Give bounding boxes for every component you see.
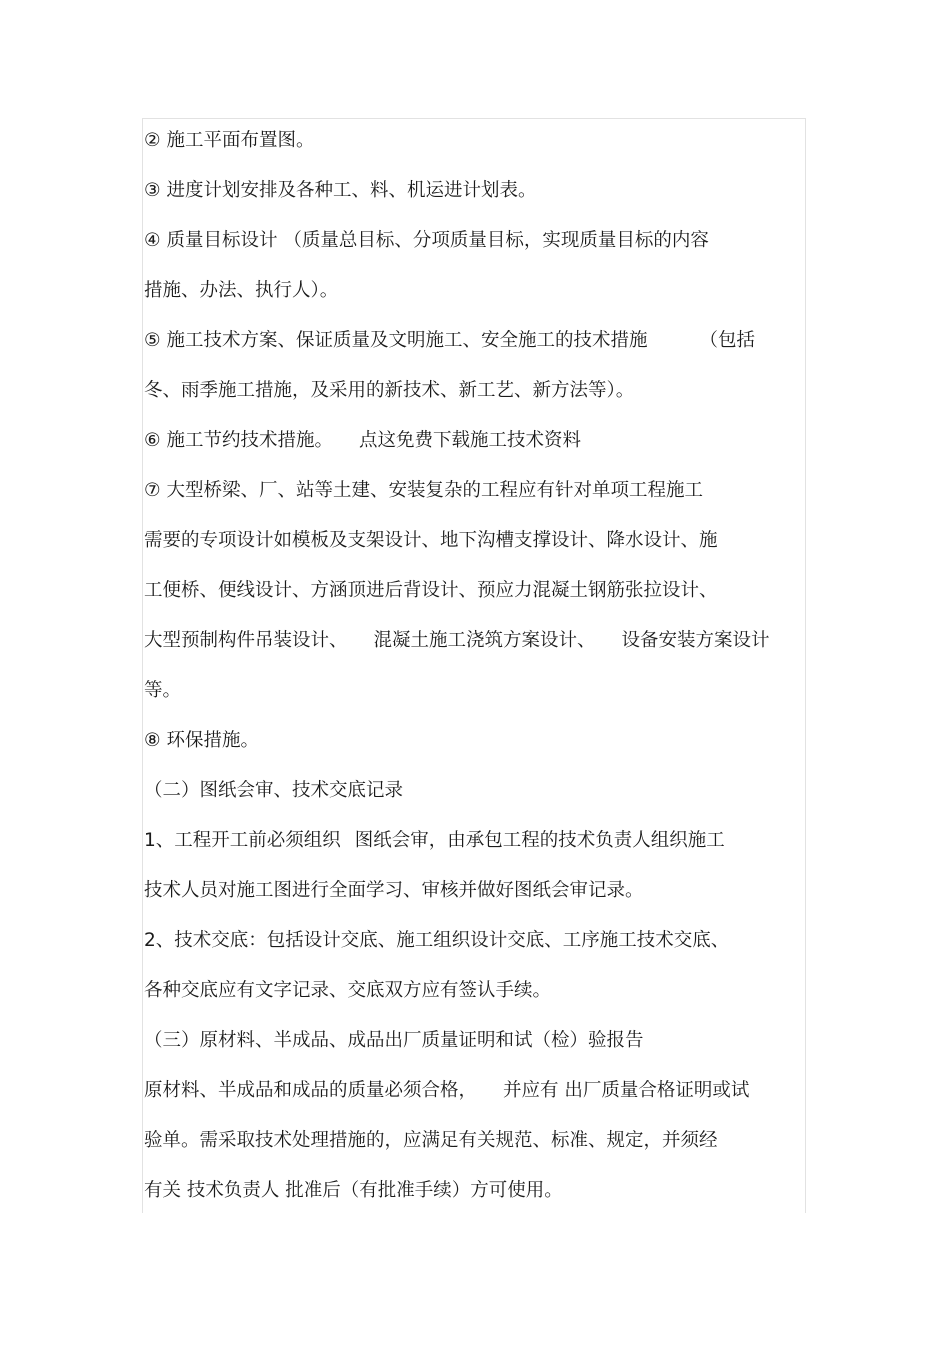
text-line: 各种交底应有文字记录、交底双方应有签认手续。	[144, 980, 552, 1001]
text-line: 技术人员对施工图进行全面学习、审核并做好图纸会审记录。	[144, 880, 644, 901]
text-line: ⑧ 环保措施。	[144, 730, 259, 751]
text-line: 1、工程开工前必须组织 图纸会审，由承包工程的技术负责人组织施工	[144, 830, 725, 851]
text-line: 冬、雨季施工措施，及采用的新技术、新工艺、新方法等）。	[144, 380, 635, 401]
text-line: 等。	[144, 680, 182, 701]
section-heading: （三）原材料、半成品、成品出厂质量证明和试（检）验报告	[144, 1030, 644, 1051]
text-line: 需要的专项设计如模板及支架设计、地下沟槽支撑设计、降水设计、施	[144, 530, 718, 551]
text-line: 措施、办法、执行人）。	[144, 280, 339, 301]
text-line: ⑥ 施工节约技术措施。 点这免费下载施工技术资料	[144, 430, 581, 451]
text-line: ② 施工平面布置图。	[144, 130, 315, 151]
text-line: 大型预制构件吊装设计、 混凝土施工浇筑方案设计、 设备安装方案设计	[144, 630, 770, 651]
text-line: 2、技术交底：包括设计交底、施工组织设计交底、工序施工技术交底、	[144, 930, 730, 951]
text-line: ⑤ 施工技术方案、保证质量及文明施工、安全施工的技术措施 （包括	[144, 330, 755, 351]
text-line: 有关 技术负责人 批准后（有批准手续）方可使用。	[144, 1180, 563, 1201]
document-body	[144, 128, 804, 1228]
text-line: ⑦ 大型桥梁、厂、站等土建、安装复杂的工程应有针对单项工程施工	[144, 480, 703, 501]
text-line: ④ 质量目标设计 （质量总目标、分项质量目标，实现质量目标的内容	[144, 230, 709, 251]
download-link[interactable]: 点这免费下载施工技术资料	[358, 430, 581, 451]
text-line: ③ 进度计划安排及各种工、料、机运进计划表。	[144, 180, 537, 201]
text-line: 工便桥、便线设计、方涵顶进后背设计、预应力混凝土钢筋张拉设计、	[144, 580, 718, 601]
text-line: 原材料、半成品和成品的质量必须合格， 并应有 出厂质量合格证明或试	[144, 1080, 750, 1101]
section-heading: （二）图纸会审、技术交底记录	[144, 780, 404, 801]
text-line: 验单。需采取技术处理措施的，应满足有关规范、标准、规定，并须经	[144, 1130, 718, 1151]
